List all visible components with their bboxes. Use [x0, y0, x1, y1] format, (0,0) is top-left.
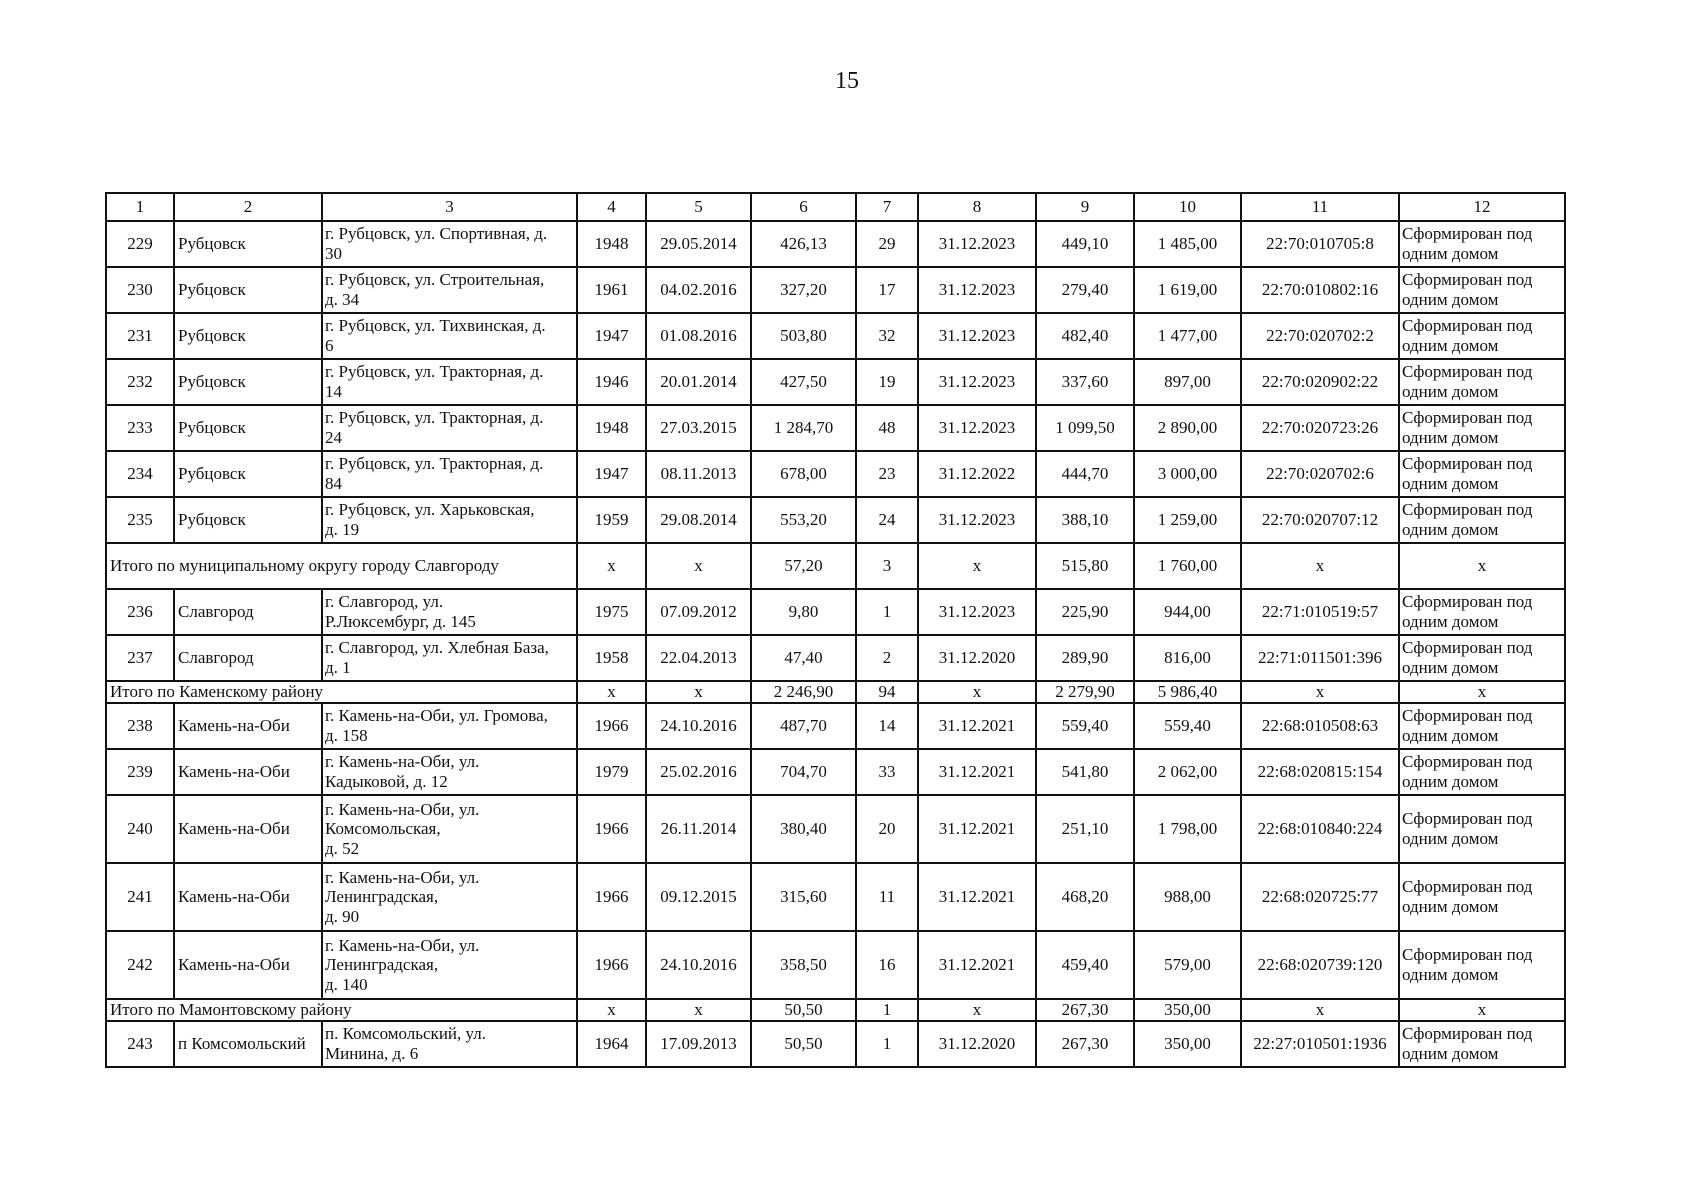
cell-area-2: 515,80: [1036, 543, 1134, 589]
cell-municipality: Рубцовск: [174, 221, 322, 267]
cell-residents: 1: [856, 589, 918, 635]
table-row: [106, 497, 1565, 543]
col-header: 3: [322, 193, 577, 221]
cell-year: 1948: [577, 221, 646, 267]
cell-note: Сформирован под одним домом: [1399, 863, 1565, 931]
cell-municipality: п Комсомольский: [174, 1021, 322, 1067]
cell-address: г. Славгород, ул. Хлебная База, д. 1: [322, 635, 577, 681]
cell-cadastral-number: 22:68:010508:63: [1241, 703, 1399, 749]
cell-area: 358,50: [751, 931, 856, 999]
cell-residents: 3: [856, 543, 918, 589]
cell-residents: 19: [856, 359, 918, 405]
cell-municipality: Рубцовск: [174, 267, 322, 313]
cell-area: 57,20: [751, 543, 856, 589]
cell-municipality: Камень-на-Оби: [174, 931, 322, 999]
cell-date: 25.02.2016: [646, 749, 751, 795]
cell-deadline: 31.12.2023: [918, 497, 1036, 543]
cell-cadastral-number: x: [1241, 681, 1399, 703]
total-row: [106, 999, 1565, 1021]
cell-note: Сформирован под одним домом: [1399, 635, 1565, 681]
cell-cadastral-number: 22:70:020702:2: [1241, 313, 1399, 359]
cell-cadastral-number: x: [1241, 543, 1399, 589]
cell-note: x: [1399, 999, 1565, 1021]
cell-note: Сформирован под одним домом: [1399, 313, 1565, 359]
cell-address: г. Славгород, ул. Р.Люксембург, д. 145: [322, 589, 577, 635]
table-row: [106, 589, 1565, 635]
cell-year: 1947: [577, 451, 646, 497]
cell-year: 1948: [577, 405, 646, 451]
cell-area-2: 2 279,90: [1036, 681, 1134, 703]
cell-date: 08.11.2013: [646, 451, 751, 497]
cell-residents: 32: [856, 313, 918, 359]
cell-date: 24.10.2016: [646, 931, 751, 999]
col-header: 12: [1399, 193, 1565, 221]
cell-area-2: 279,40: [1036, 267, 1134, 313]
cell-land-area: 350,00: [1134, 999, 1241, 1021]
cell-area-2: 559,40: [1036, 703, 1134, 749]
cell-address: г. Камень-на-Оби, ул. Комсомольская, д. 52: [322, 795, 577, 863]
cell-date: 01.08.2016: [646, 313, 751, 359]
cell-area-2: 468,20: [1036, 863, 1134, 931]
cell-date: 17.09.2013: [646, 1021, 751, 1067]
cell-number: 237: [106, 635, 174, 681]
cell-cadastral-number: 22:70:020902:22: [1241, 359, 1399, 405]
cell-area: 327,20: [751, 267, 856, 313]
cell-area-2: 225,90: [1036, 589, 1134, 635]
cell-land-area: 1 619,00: [1134, 267, 1241, 313]
cell-note: Сформирован под одним домом: [1399, 451, 1565, 497]
cell-address: г. Рубцовск, ул. Тракторная, д. 24: [322, 405, 577, 451]
cell-year: 1975: [577, 589, 646, 635]
cell-address: п. Комсомольский, ул. Минина, д. 6: [322, 1021, 577, 1067]
col-header: 10: [1134, 193, 1241, 221]
cell-number: 232: [106, 359, 174, 405]
cell-deadline: 31.12.2023: [918, 221, 1036, 267]
col-header: 4: [577, 193, 646, 221]
cell-deadline: x: [918, 543, 1036, 589]
cell-year: 1959: [577, 497, 646, 543]
cell-address: г. Камень-на-Оби, ул. Кадыковой, д. 12: [322, 749, 577, 795]
cell-deadline: 31.12.2023: [918, 313, 1036, 359]
cell-area: 678,00: [751, 451, 856, 497]
cell-deadline: x: [918, 999, 1036, 1021]
cell-note: Сформирован под одним домом: [1399, 931, 1565, 999]
cell-area-2: 1 099,50: [1036, 405, 1134, 451]
cell-municipality: Рубцовск: [174, 313, 322, 359]
cell-address: г. Рубцовск, ул. Тракторная, д. 84: [322, 451, 577, 497]
cell-deadline: x: [918, 681, 1036, 703]
cell-land-area: 1 259,00: [1134, 497, 1241, 543]
col-header: 8: [918, 193, 1036, 221]
cell-cadastral-number: 22:68:020739:120: [1241, 931, 1399, 999]
cell-cadastral-number: 22:71:010519:57: [1241, 589, 1399, 635]
cell-address: г. Рубцовск, ул. Тракторная, д. 14: [322, 359, 577, 405]
cell-residents: 29: [856, 221, 918, 267]
cell-year: x: [577, 543, 646, 589]
cell-address: г. Камень-на-Оби, ул. Громова, д. 158: [322, 703, 577, 749]
cell-address: г. Рубцовск, ул. Спортивная, д. 30: [322, 221, 577, 267]
cell-area: 553,20: [751, 497, 856, 543]
cell-municipality: Рубцовск: [174, 359, 322, 405]
cell-area-2: 459,40: [1036, 931, 1134, 999]
cell-area: 2 246,90: [751, 681, 856, 703]
cell-land-area: 897,00: [1134, 359, 1241, 405]
cell-deadline: 31.12.2023: [918, 359, 1036, 405]
cell-date: 29.08.2014: [646, 497, 751, 543]
cell-year: 1958: [577, 635, 646, 681]
cell-number: 231: [106, 313, 174, 359]
cell-residents: 16: [856, 931, 918, 999]
cell-date: 07.09.2012: [646, 589, 751, 635]
cell-cadastral-number: 22:71:011501:396: [1241, 635, 1399, 681]
total-row: [106, 543, 1565, 589]
table-row: [106, 267, 1565, 313]
cell-deadline: 31.12.2021: [918, 703, 1036, 749]
cell-year: 1964: [577, 1021, 646, 1067]
cell-land-area: 1 760,00: [1134, 543, 1241, 589]
cell-deadline: 31.12.2021: [918, 795, 1036, 863]
cell-date: x: [646, 999, 751, 1021]
cell-year: 1966: [577, 703, 646, 749]
cell-area-2: 267,30: [1036, 999, 1134, 1021]
cell-municipality: Славгород: [174, 589, 322, 635]
cell-land-area: 944,00: [1134, 589, 1241, 635]
cell-residents: 24: [856, 497, 918, 543]
cell-date: 24.10.2016: [646, 703, 751, 749]
total-label: Итого по Мамонтовскому району: [106, 999, 577, 1021]
cell-residents: 2: [856, 635, 918, 681]
cell-date: 20.01.2014: [646, 359, 751, 405]
cell-number: 229: [106, 221, 174, 267]
cell-area-2: 541,80: [1036, 749, 1134, 795]
cell-land-area: 816,00: [1134, 635, 1241, 681]
cell-date: x: [646, 681, 751, 703]
cell-municipality: Славгород: [174, 635, 322, 681]
cell-residents: 23: [856, 451, 918, 497]
cell-note: Сформирован под одним домом: [1399, 497, 1565, 543]
cell-cadastral-number: 22:70:010802:16: [1241, 267, 1399, 313]
cell-number: 236: [106, 589, 174, 635]
cell-area: 503,80: [751, 313, 856, 359]
cell-area: 426,13: [751, 221, 856, 267]
page-number: 15: [835, 68, 859, 94]
table-row: [106, 405, 1565, 451]
cell-residents: 14: [856, 703, 918, 749]
table-row: [106, 749, 1565, 795]
cell-area: 380,40: [751, 795, 856, 863]
table-row: [106, 795, 1565, 863]
cell-cadastral-number: x: [1241, 999, 1399, 1021]
cell-year: 1966: [577, 795, 646, 863]
cell-number: 243: [106, 1021, 174, 1067]
table-row: [106, 635, 1565, 681]
cell-area: 704,70: [751, 749, 856, 795]
cell-note: Сформирован под одним домом: [1399, 589, 1565, 635]
table-row: [106, 931, 1565, 999]
cell-area-2: 267,30: [1036, 1021, 1134, 1067]
cell-deadline: 31.12.2022: [918, 451, 1036, 497]
cell-date: x: [646, 543, 751, 589]
table-row: [106, 359, 1565, 405]
cell-residents: 94: [856, 681, 918, 703]
cell-area-2: 337,60: [1036, 359, 1134, 405]
cell-residents: 1: [856, 999, 918, 1021]
cell-number: 233: [106, 405, 174, 451]
cell-year: x: [577, 681, 646, 703]
table-row: [106, 1021, 1565, 1067]
table-row: [106, 221, 1565, 267]
cell-cadastral-number: 22:68:020815:154: [1241, 749, 1399, 795]
cell-note: Сформирован под одним домом: [1399, 1021, 1565, 1067]
col-header: 1: [106, 193, 174, 221]
cell-area: 50,50: [751, 1021, 856, 1067]
cell-note: Сформирован под одним домом: [1399, 359, 1565, 405]
cell-residents: 1: [856, 1021, 918, 1067]
cell-land-area: 5 986,40: [1134, 681, 1241, 703]
cell-number: 242: [106, 931, 174, 999]
cell-year: x: [577, 999, 646, 1021]
cell-area: 47,40: [751, 635, 856, 681]
cell-year: 1979: [577, 749, 646, 795]
cell-deadline: 31.12.2020: [918, 635, 1036, 681]
cell-address: г. Рубцовск, ул. Строительная, д. 34: [322, 267, 577, 313]
cell-land-area: 1 485,00: [1134, 221, 1241, 267]
cell-number: 240: [106, 795, 174, 863]
cell-land-area: 559,40: [1134, 703, 1241, 749]
cell-cadastral-number: 22:68:010840:224: [1241, 795, 1399, 863]
cell-cadastral-number: 22:68:020725:77: [1241, 863, 1399, 931]
cell-cadastral-number: 22:70:020702:6: [1241, 451, 1399, 497]
cell-municipality: Рубцовск: [174, 451, 322, 497]
cell-municipality: Рубцовск: [174, 405, 322, 451]
cell-date: 22.04.2013: [646, 635, 751, 681]
cell-land-area: 2 890,00: [1134, 405, 1241, 451]
header-row: [106, 193, 1565, 221]
cell-address: г. Камень-на-Оби, ул. Ленинградская, д. 90: [322, 863, 577, 931]
cell-date: 27.03.2015: [646, 405, 751, 451]
col-header: 6: [751, 193, 856, 221]
table-body: [106, 221, 1565, 1067]
col-header: 9: [1036, 193, 1134, 221]
cell-residents: 11: [856, 863, 918, 931]
table-row: [106, 703, 1565, 749]
cell-note: Сформирован под одним домом: [1399, 267, 1565, 313]
cell-residents: 20: [856, 795, 918, 863]
cell-year: 1966: [577, 931, 646, 999]
cell-note: Сформирован под одним домом: [1399, 703, 1565, 749]
total-row: [106, 681, 1565, 703]
cell-land-area: 2 062,00: [1134, 749, 1241, 795]
cell-area: 50,50: [751, 999, 856, 1021]
cell-number: 241: [106, 863, 174, 931]
cell-date: 29.05.2014: [646, 221, 751, 267]
cell-date: 09.12.2015: [646, 863, 751, 931]
cell-area: 315,60: [751, 863, 856, 931]
cell-deadline: 31.12.2021: [918, 931, 1036, 999]
table-row: [106, 863, 1565, 931]
cell-address: г. Рубцовск, ул. Харьковская, д. 19: [322, 497, 577, 543]
cell-cadastral-number: 22:70:020707:12: [1241, 497, 1399, 543]
cell-area: 487,70: [751, 703, 856, 749]
col-header: 7: [856, 193, 918, 221]
total-label: Итого по муниципальному округу городу Славгороду: [106, 543, 577, 589]
col-header: 11: [1241, 193, 1399, 221]
housing-table: [105, 192, 1566, 1068]
cell-note: Сформирован под одним домом: [1399, 749, 1565, 795]
cell-area-2: 482,40: [1036, 313, 1134, 359]
cell-address: г. Рубцовск, ул. Тихвинская, д. 6: [322, 313, 577, 359]
table-row: [106, 313, 1565, 359]
cell-municipality: Рубцовск: [174, 497, 322, 543]
cell-note: Сформирован под одним домом: [1399, 795, 1565, 863]
cell-number: 239: [106, 749, 174, 795]
cell-residents: 17: [856, 267, 918, 313]
cell-note: x: [1399, 543, 1565, 589]
table-row: [106, 451, 1565, 497]
cell-land-area: 1 477,00: [1134, 313, 1241, 359]
cell-note: Сформирован под одним домом: [1399, 405, 1565, 451]
cell-land-area: 3 000,00: [1134, 451, 1241, 497]
cell-cadastral-number: 22:27:010501:1936: [1241, 1021, 1399, 1067]
cell-deadline: 31.12.2020: [918, 1021, 1036, 1067]
cell-municipality: Камень-на-Оби: [174, 749, 322, 795]
cell-residents: 33: [856, 749, 918, 795]
cell-area-2: 388,10: [1036, 497, 1134, 543]
cell-number: 234: [106, 451, 174, 497]
cell-deadline: 31.12.2021: [918, 863, 1036, 931]
cell-deadline: 31.12.2023: [918, 267, 1036, 313]
cell-date: 26.11.2014: [646, 795, 751, 863]
cell-land-area: 1 798,00: [1134, 795, 1241, 863]
total-label: Итого по Каменскому району: [106, 681, 577, 703]
cell-municipality: Камень-на-Оби: [174, 795, 322, 863]
cell-year: 1966: [577, 863, 646, 931]
cell-land-area: 350,00: [1134, 1021, 1241, 1067]
cell-area-2: 289,90: [1036, 635, 1134, 681]
cell-residents: 48: [856, 405, 918, 451]
cell-deadline: 31.12.2023: [918, 589, 1036, 635]
cell-cadastral-number: 22:70:010705:8: [1241, 221, 1399, 267]
cell-municipality: Камень-на-Оби: [174, 863, 322, 931]
cell-year: 1961: [577, 267, 646, 313]
cell-area: 1 284,70: [751, 405, 856, 451]
cell-address: г. Камень-на-Оби, ул. Ленинградская, д. 140: [322, 931, 577, 999]
cell-cadastral-number: 22:70:020723:26: [1241, 405, 1399, 451]
cell-number: 238: [106, 703, 174, 749]
cell-note: x: [1399, 681, 1565, 703]
cell-area-2: 251,10: [1036, 795, 1134, 863]
cell-note: Сформирован под одним домом: [1399, 221, 1565, 267]
cell-land-area: 988,00: [1134, 863, 1241, 931]
cell-municipality: Камень-на-Оби: [174, 703, 322, 749]
cell-area: 9,80: [751, 589, 856, 635]
cell-area-2: 449,10: [1036, 221, 1134, 267]
cell-year: 1947: [577, 313, 646, 359]
cell-number: 235: [106, 497, 174, 543]
cell-year: 1946: [577, 359, 646, 405]
cell-area: 427,50: [751, 359, 856, 405]
col-header: 2: [174, 193, 322, 221]
cell-deadline: 31.12.2023: [918, 405, 1036, 451]
cell-area-2: 444,70: [1036, 451, 1134, 497]
cell-number: 230: [106, 267, 174, 313]
cell-date: 04.02.2016: [646, 267, 751, 313]
col-header: 5: [646, 193, 751, 221]
cell-land-area: 579,00: [1134, 931, 1241, 999]
cell-deadline: 31.12.2021: [918, 749, 1036, 795]
